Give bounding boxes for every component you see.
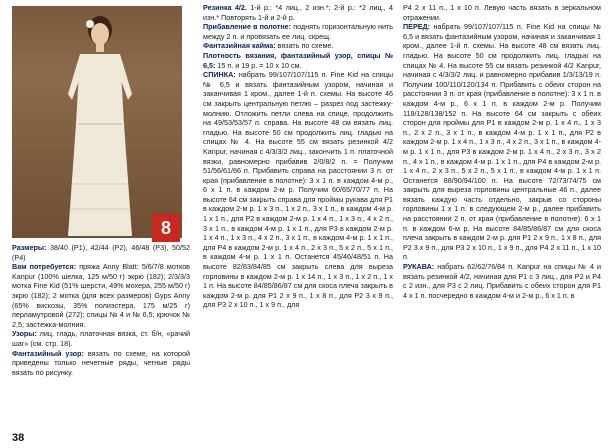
pattern-number-badge	[152, 214, 180, 242]
fancy-label: Фантазийный узор:	[12, 348, 84, 358]
edge-text: вязать по схеме.	[277, 41, 334, 51]
front-para	[403, 22, 601, 262]
model-figure	[50, 14, 150, 238]
add-para	[203, 22, 393, 41]
back-text: набрать 99/107/107/115 п. Fine Kid на спицы № 6,5 и вязать фантазийным узором, начиная и заканчивая 1 кром., далее 1-й п. схемы. На высоте 46 см закрыть центральную петлю – разрез под застежку-молнию. Отложить петли слева на спице, продолжить на 49/53/53/57 п. справа. На высоте 48 см вязать лиц. гладью. На высоте 50 см продолжить лиц. гладью на спицах № 4. На высоте 55 см вязать резинкой 4/2 Kanpur, начиная с 4/3/3/2 лиц., закончить 1 п. платочной вязки, равномерно прибавив 2/0/8/2 п. = Получим 51/56/61/66 п. Прибавить справа на расстоянии 3 п. от края (прибавление в полотне): 3 х 1 п. в каждом 4-м р., 6 х 1 п. в каждом 2-м р. Получим 60/65/70/77 п. На высоте 64 см закрыть справа для проймы рукава для Р1 в каждом 2-м р. 1 х 3 п., 1 х 2 п., 3 х 1 п., в каждом 4-м р. 1 х 1 п., для Р2 в каждом 2-м р. 1 х 4 п., 1 х 3 п., 4 х 2 п., 3 х 1 п., в каждом 4-м р. 1 х 1 п., для Р3 в каждом 2-м р. 1 х 4 п., 1 х 3 п., 4 х 2 п., 3 х 1 п., в каждом 4-м р. 1 х 1 п., для Р4 в каждом 2-м р. 1 х 4 п., 2 х 3 п., 5 х 2 п., 5 х 1 п., в каждом 4-м р. 1 х 1 п. Останется 45/46/48/51 п. На высоте 82/83/84/85 см закрыть слева для выреза горловины в каждом 2-м р. 1 х 14 п., 1 х 3 п., 1 х 2 п., 1 х 1 п. На высоте 84/85/86/87 см для скоса плеча закрыть в каждом 2-м р. для Р1 2 х 9 п., 1 х 8 п., для Р2 3 х 9 п., для Р3 2 х 10 п., 1 х 9 п., для	[203, 70, 394, 310]
density-text: 15 п. и 19 р. = 10 х 10 см.	[217, 60, 302, 70]
pattern-number: 8	[160, 217, 171, 238]
materials-column	[12, 243, 190, 377]
rib-text: 1-й р.: *4 лиц., 2 изн.*; 2-й р.: *2 лиц., 4 изн.* Повторять 1-й и 2-й р.	[203, 3, 394, 22]
rib-para	[203, 3, 393, 22]
back-para	[203, 70, 393, 310]
need-label: Вам потребуется:	[12, 262, 77, 272]
continuation-para	[403, 3, 601, 22]
add-text: поднять горизонтальную нить между 2 п. и провязать ее лиц. скрещ.	[203, 22, 393, 41]
patterns-para	[12, 329, 190, 348]
dress-photo	[12, 6, 182, 238]
density-label: Плотность вязания, фантазийный узор, спицы № 6,5:	[203, 50, 393, 70]
density-para	[203, 51, 393, 70]
sizes-text: 38/40 (Р1), 42/44 (Р2), 46/48 (Р3), 50/52 (Р4)	[12, 243, 190, 262]
back-label: СПИНКА:	[203, 70, 236, 80]
sizes-para	[12, 243, 190, 262]
patterns-text: лиц. гладь, платочная вязка, ст. б/н, «рачий шаг» (см. стр. 18).	[12, 329, 190, 348]
instructions-column-1	[203, 3, 393, 310]
rib-label: Резинка 4/2.	[203, 3, 247, 12]
edge-para	[203, 41, 393, 51]
sizes-label: Размеры:	[12, 243, 47, 252]
sleeves-text: набрать 62/62/76/84 п. Kanpur на спицы № 4 и вязать резинкой 4/2, начиная для Р1 с 3 лиц., для Р2 и Р4 с 2 изн., для Р3 с 2 лиц. Прибавить с обеих сторон для Р1 4 х 1 п. посчередно в каждом 4-м и 2-м р., 6 х 1 п. в	[403, 262, 601, 300]
fancy-para	[12, 349, 190, 378]
need-text: пряжа Anny Blatt: 5/6/7/8 мотков Kanpur (100% шелка, 125 м/50 г) экрю (182); 2/3/3/3 мотка Fine Kid (51% шерсти, 49% мохера, 255 м/50 г) экрю (182); 2 мотка (для всех размеров) Gyps Anny (65% вискозы, 35% полиэстера, 175 м/25 г) перламутровой (272); спицы № 4 и № 6,5; крючок № 2,5; застежка-молния.	[12, 262, 191, 329]
front-text: набрать 99/107/107/115 п. Fine Kid на спицы № 6,5 и вязать фантазийным узором, начиная и заканчивая 1 кром., далее 1-й п. схемы. На высоте 48 см вязать лиц. гладью. На высоте 50 см продолжить лиц. гладью на спицах № 4. На высоте 55 см вязать резинкой 4/2 Kanpur, начиная с 4/3/3/2 лиц. и равномерно прибавив 1/3/13/19 п. Получим 100/110/120/134 п. Прибавить с обеих сторон на расстоянии 3 п. от края (прибавление в полотне): 3 х 1 п. в каждом 4-м р., 6 х 1 п. в каждом 2-м р. Получим 118/128/138/152 п. На высоте 64 см закрыть с обеих сторон для проймы для Р1 в каждом 2-м р. 1 х 4 п., 1 х 3 п., 2 х 2 п., 3 х 1 п., в каждом 4-м р. 1 х 1 п., для Р2 в каждом 2-м р. 1 х 4 п., 1 х 3 п., 4 х 2 п., 3 х 1 п., в каждом 4-м р. 1 х 1 п., для Р3 в каждом 2-м р. 1 х 4 п., 2 х 3 п., 3 х 2 п., 4 х 1 п., в каждом 4-м р. 1 х 1 п., для Р4 в каждом 2-м р. 1 х 4 п., 2 х 3 п., 5 х 2 п., 5 х 1 п., в каждом 4-м р. 1 х 1 п. Останется 88/90/94/100 п. На высоте 72/73/74/75 см закрыть для выреза горловины центральные 46 п., далее вязать каждую часть отдельно, закрыв со стороны горловины 1 х 1 п. в следующем 2-м р., далее прибавить на расстоянии 2 п. от края (прибавление в полотне): 6 х 1 п. в каждом 6-м р. На высоте 84/85/86/87 см для скоса плеча закрыть в каждом 2-м р. для Р1 2 х 9 п., 1 х 8 п., для Р2 3 х 9 п., для Р3 2 х 10 п., 1 х 9 п., для Р4 2 х 11 п., 1 х 10 п.	[403, 22, 601, 262]
patterns-label: Узоры:	[12, 329, 37, 339]
edge-label: Фантазийная кайма:	[203, 41, 276, 51]
fancy-text: вязать по схеме, на которой приведены только нечетные ряды, четные ряды вязать по рисунку.	[12, 348, 191, 377]
add-label: Прибавление в полотне:	[203, 22, 292, 32]
front-label: ПЕРЕД:	[403, 22, 431, 32]
sleeves-label: РУКАВА:	[403, 262, 435, 272]
page-number: 38	[12, 432, 25, 444]
sleeves-para	[403, 262, 601, 300]
instructions-column-2	[403, 3, 601, 300]
need-para	[12, 262, 190, 329]
continuation-text: Р4 2 х 11 п., 1 х 10 п. Левую часть вязать в зеркальном отражении.	[403, 3, 601, 22]
